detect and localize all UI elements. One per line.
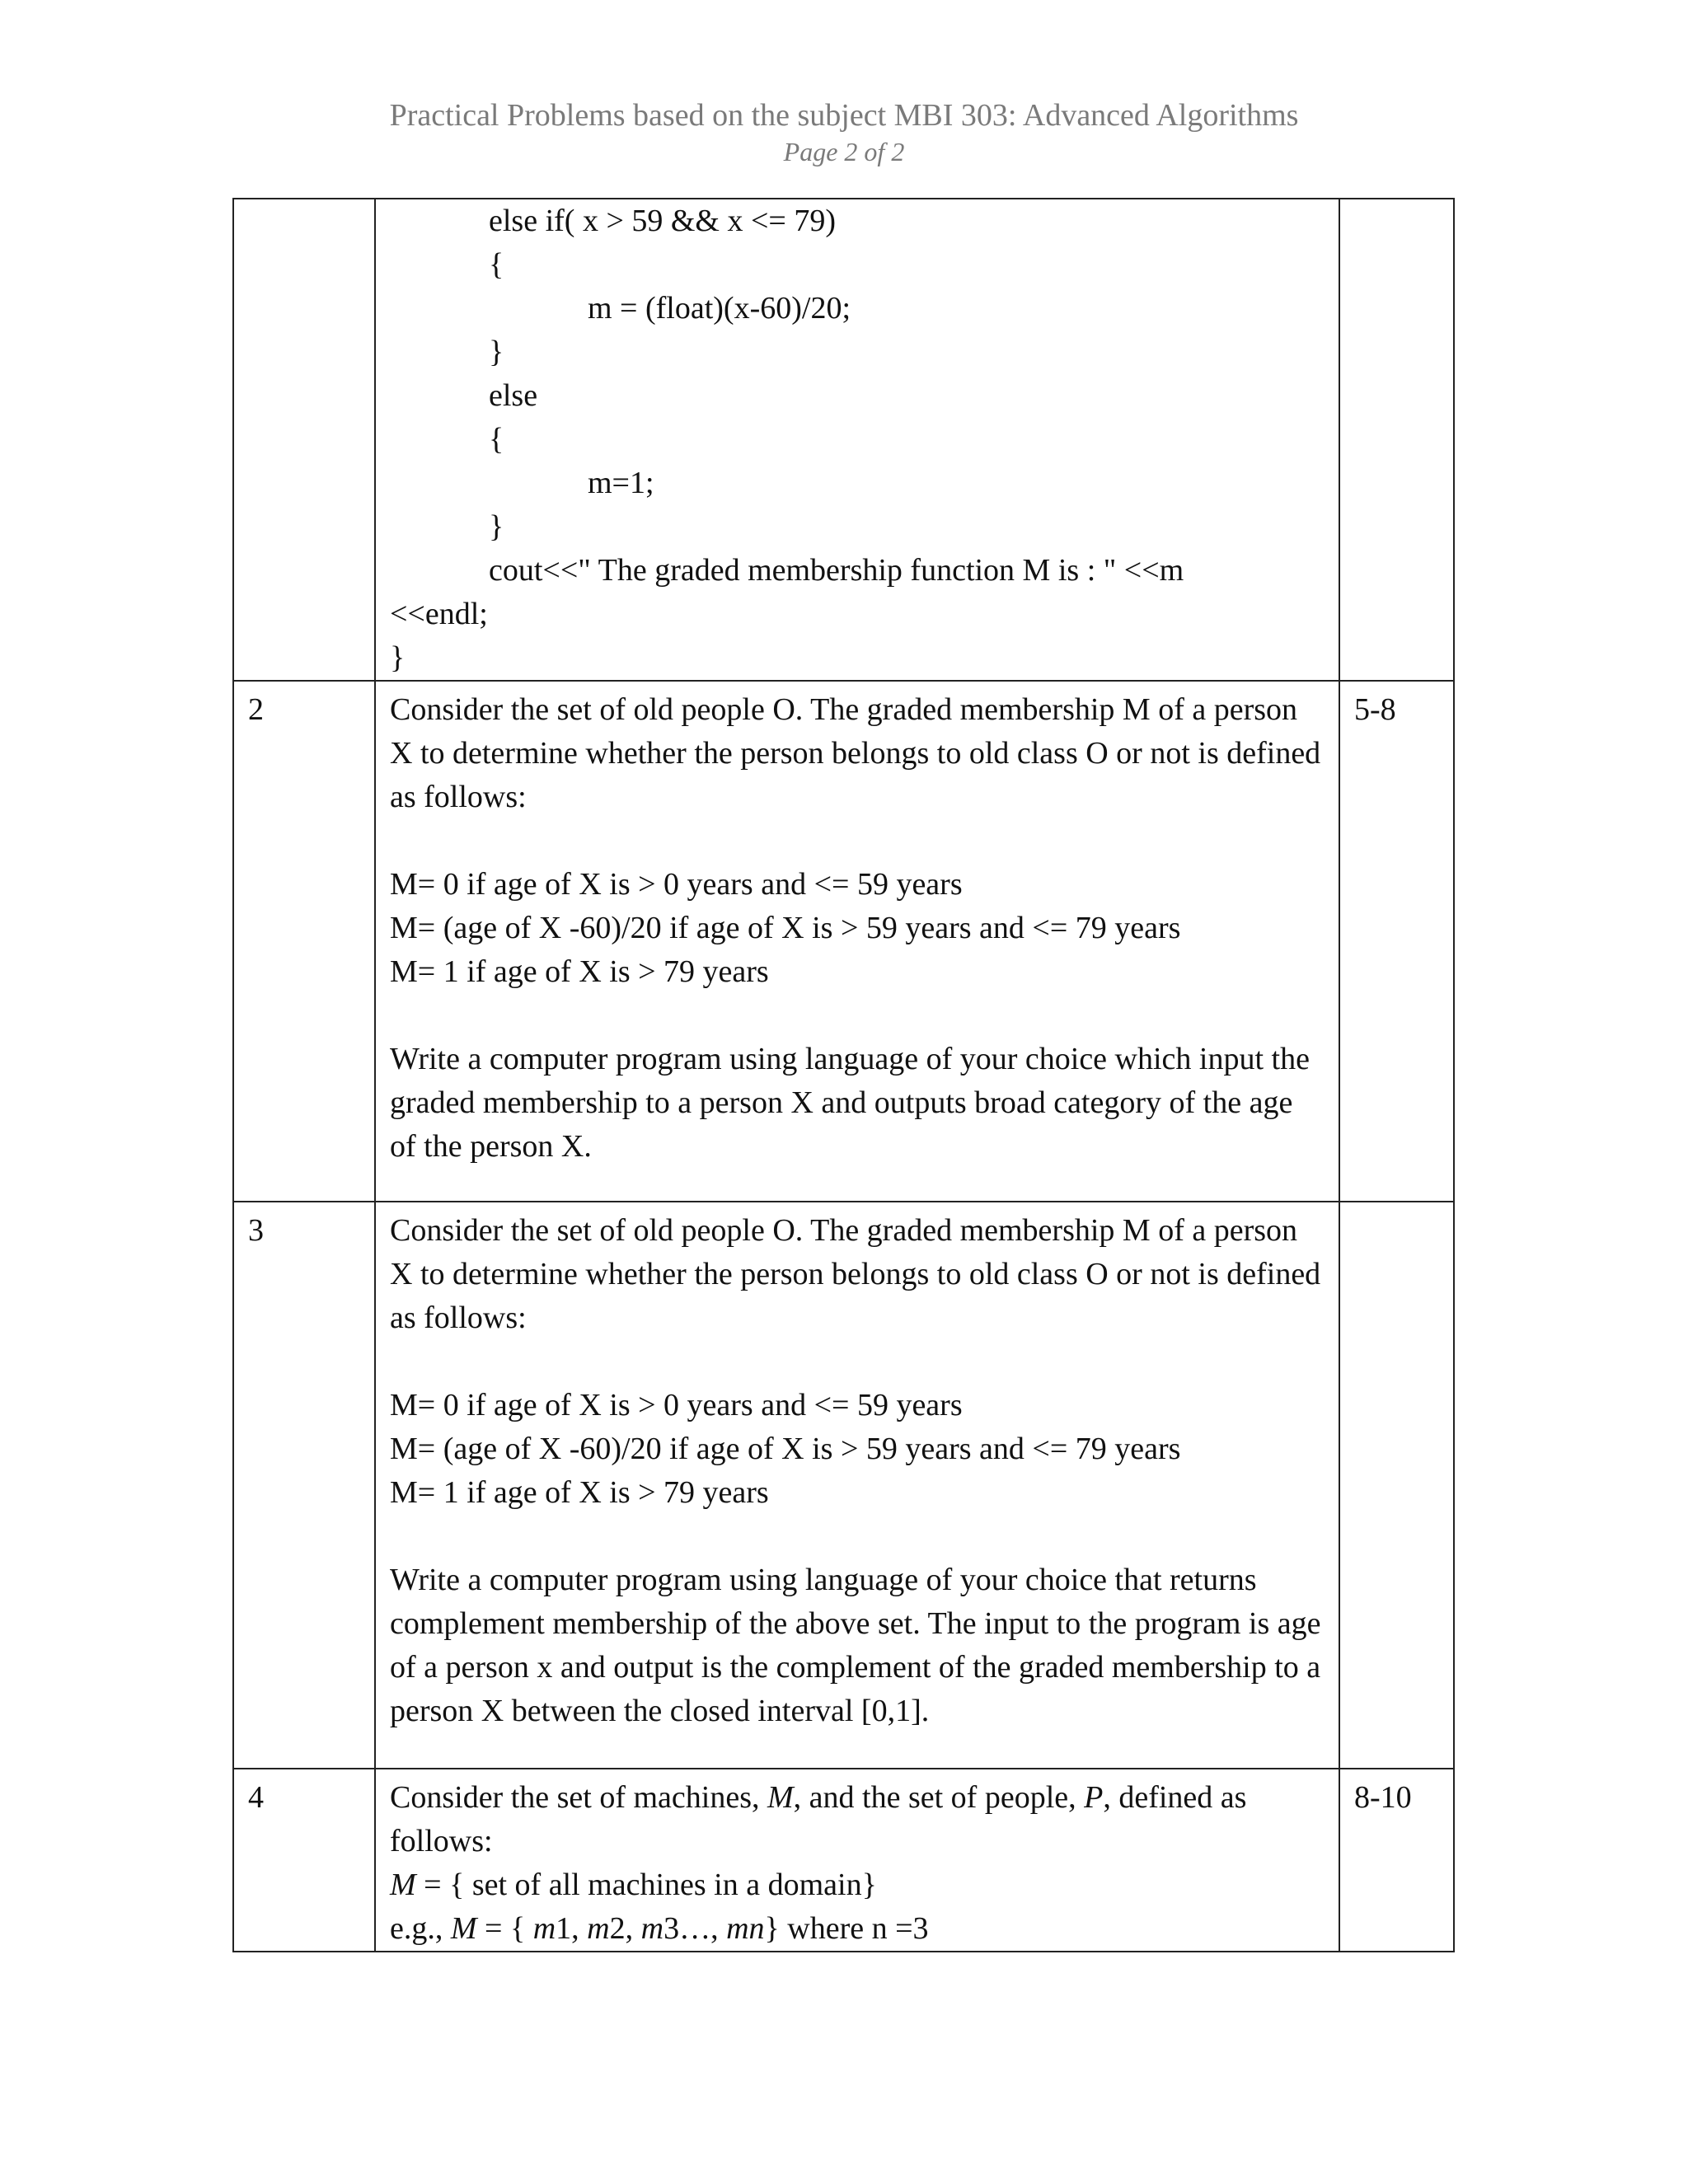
page-number: Page 2 of 2 [783,137,905,166]
marks-cell [1339,199,1454,681]
code-line: else if( x > 59 && x <= 79) [489,204,837,238]
table-row-code-continuation [233,199,1454,681]
code-line: m=1; [588,466,654,500]
code-line: <<endl; [390,597,488,631]
membership-rule: M= (age of X -60)/20 if age of X is > 59 years and <= 79 years [390,1432,1181,1466]
code-line: } [489,335,504,369]
problem-cell [375,1202,1339,1769]
code-line: { [489,247,504,282]
set-example: e.g., M = { m1, m2, m3…, mn} where n =3 [390,1911,929,1946]
problem-cell [375,1769,1339,1952]
code-line: } [390,640,406,675]
code-line: cout<<" The graded membership function M is : " <<m [489,553,1184,588]
table-row-problem-2 [233,681,1454,1202]
code-cell [375,199,1339,681]
problem-intro: Consider the set of old people O. The graded membership M of a person X to determine whether the person belongs to old class O or not is defined as follows: [390,692,1321,814]
serial-number-cell: 2 [233,681,375,1202]
problem-task: Write a computer program using language of your choice which input the graded membership to a person X and outputs broad category of the age of the person X. [390,1042,1310,1164]
membership-rule: M= 0 if age of X is > 0 years and <= 59 years [390,1388,963,1422]
code-line: else [489,378,538,413]
problem-task: Write a computer program using language of your choice that returns complement membership of the above set. The input to the program is age of a person x and output is the complement of the graded membership to a person X between the closed interval [0,1]. [390,1563,1321,1728]
serial-number-cell [233,199,375,681]
serial-number-cell: 3 [233,1202,375,1769]
code-line: { [489,422,504,457]
problem-intro: Consider the set of machines, M, and the set of people, P, defined as follows: [390,1780,1247,1858]
membership-rule: M= 1 if age of X is > 79 years [390,954,769,989]
marks-cell: 5-8 [1339,681,1454,1202]
serial-number-cell: 4 [233,1769,375,1952]
problem-cell [375,681,1339,1202]
marks-cell: 8-10 [1339,1769,1454,1952]
membership-rule: M= 1 if age of X is > 79 years [390,1475,769,1510]
problem-intro: Consider the set of old people O. The graded membership M of a person X to determine whether the person belongs to old class O or not is defined as follows: [390,1213,1321,1335]
marks-cell [1339,1202,1454,1769]
table-row-problem-4 [233,1769,1454,1952]
table-row-problem-3 [233,1202,1454,1769]
membership-rule: M= (age of X -60)/20 if age of X is > 59 years and <= 79 years [390,911,1181,945]
problems-table [232,198,1455,1952]
page-header-title: Practical Problems based on the subject MBI 303: Advanced Algorithms [389,98,1299,133]
code-line: m = (float)(x-60)/20; [588,291,851,326]
code-line: } [489,509,504,544]
membership-rule: M= 0 if age of X is > 0 years and <= 59 years [390,867,963,902]
set-definition: M = { set of all machines in a domain} [390,1868,877,1902]
